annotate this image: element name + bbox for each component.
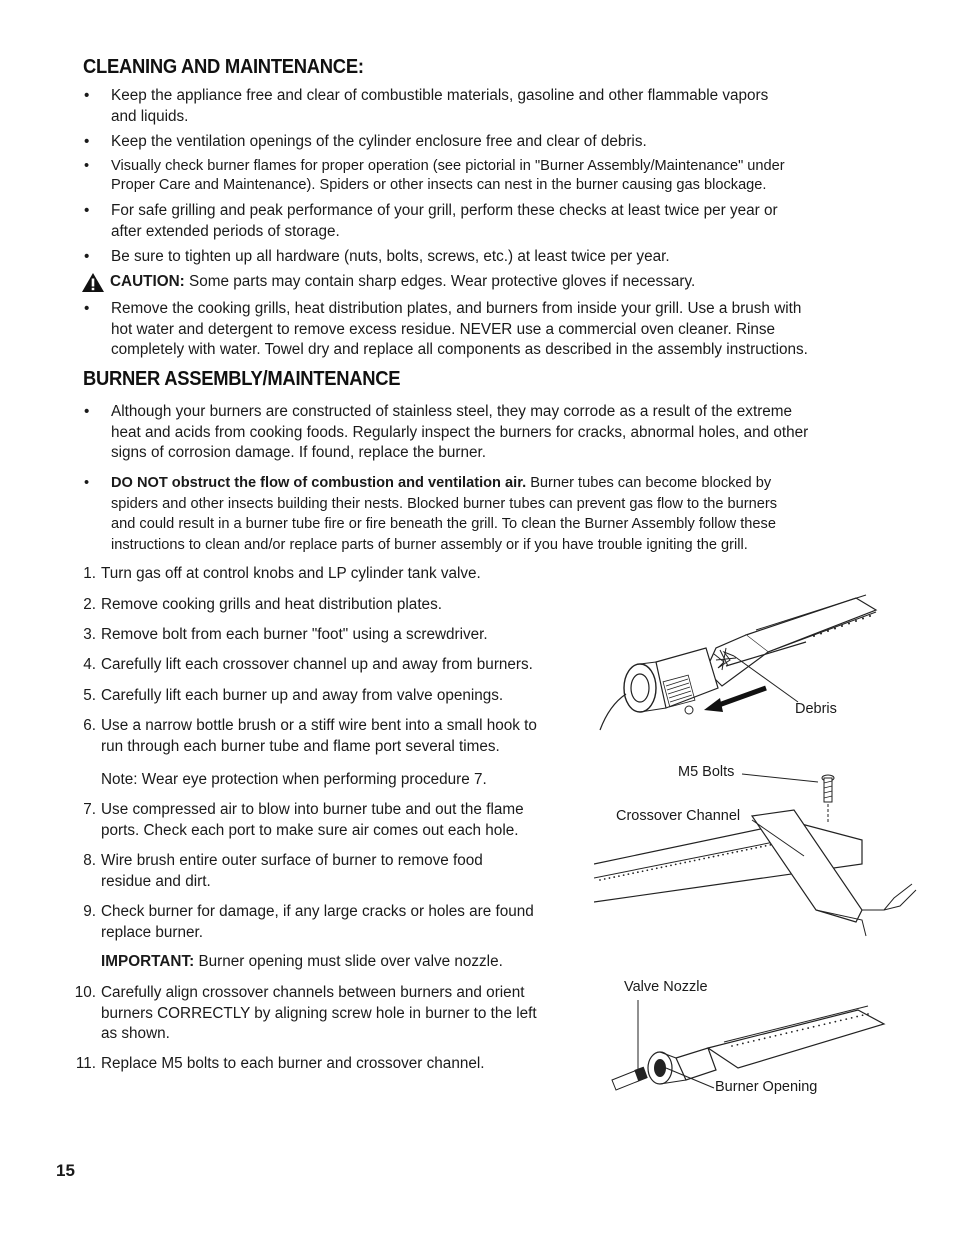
step-text: run through each burner tube and flame port several times. [101,737,500,755]
warning-bold-text: DO NOT obstruct the flow of combustion and ventilation air. [111,475,527,491]
step-number: 7. [83,801,96,818]
flame-port [862,1014,864,1016]
m5-bolts-label: M5 Bolts [678,764,735,780]
flame-port [604,878,606,880]
flame-port [675,863,677,865]
bullet-text: completely with water. Towel dry and replace all components as described in the assembly instructions. [111,341,808,358]
cleaning-heading: CLEANING AND MAINTENANCE: [83,56,364,78]
bullet-symbol: • [84,87,90,104]
step-number: 10. [74,984,96,1001]
bullet-text: For safe grilling and peak performance of your grill, perform these checks at least twice per year or [111,202,778,219]
step-text: Remove cooking grills and heat distribution plates. [101,596,442,613]
bullet-text: heat and acids from cooking foods. Regularly inspect the burners for cracks, abnormal holes, and other [111,423,809,441]
flame-port [851,1017,853,1019]
step-text: Check burner for damage, if any large cracks or holes are found [101,903,534,920]
flame-port [637,871,639,873]
cleaning-bullet-3 [84,157,884,197]
bullet-text: and could result in a burner tube fire or fire beneath the grill. To clean the Burner Assembly follow these [111,516,776,532]
step-6 [74,716,594,758]
flame-port [732,852,734,854]
flame-port [627,873,629,875]
important-text: Burner opening must slide over valve nozzle. [198,953,503,970]
crossover-channel-illustration [594,760,919,940]
flame-port [829,1022,831,1024]
step-text: Carefully lift each burner up and away from valve openings. [101,687,504,704]
flame-port [599,879,601,881]
bullet-text: and liquids. [111,107,189,125]
flame-port [737,1044,739,1046]
flame-port [703,858,705,860]
step-1 [74,564,594,585]
step-number: 9. [83,903,96,920]
step-number: 8. [83,852,96,869]
bullet-text: signs of corrosion damage. If found, replace the burner. [111,444,486,461]
step-9 [74,902,594,944]
step-text: Remove bolt from each burner "foot" using a screwdriver. [101,626,488,643]
step-10 [74,983,594,1046]
flame-port [813,1026,815,1028]
flame-port [694,860,696,862]
flame-port [802,1028,804,1030]
warning-icon [81,272,105,293]
step-3 [74,625,594,646]
step-text: burners CORRECTLY by aligning screw hole in burner to the left [101,1004,537,1022]
flame-port [736,851,738,853]
flame-port [742,1043,744,1045]
step-number: 6. [83,717,96,734]
flame-port [758,1039,760,1041]
step-number: 2. [83,596,96,613]
flame-port [689,861,691,863]
flame-port [665,865,667,867]
burner-bullet-1 [84,402,884,466]
bullet-symbol: • [84,248,90,265]
note-text: Note: Wear eye protection when performing procedure 7. [101,771,487,788]
flame-port [765,845,767,847]
flame-port [764,1037,766,1039]
flame-port [867,1013,869,1015]
flame-port [661,866,663,868]
step-4 [74,655,594,676]
bullet-symbol: • [84,300,90,317]
step-number: 5. [83,687,96,704]
flame-port [727,853,729,855]
step-text: ports. Check each port to make sure air comes out each hole. [101,821,519,839]
bullet-text: Be sure to tighten up all hardware (nuts, bolts, screws, etc.) at least twice per year. [111,248,670,265]
bullet-text: after extended periods of storage. [111,222,340,240]
caution-text: Some parts may contain sharp edges. Wear protective gloves if necessary. [189,273,696,290]
flame-port [807,1027,809,1029]
bullet-text: Keep the ventilation openings of the cylinder enclosure free and clear of debris. [111,133,647,150]
burner-opening-label: Burner Opening [715,1079,818,1095]
burner-debris-illustration [596,590,886,735]
bullet-text: Although your burners are constructed of stainless steel, they may corrode as a result of the extreme [111,403,793,420]
flame-port [670,864,672,866]
bullet-text: Visually check burner flames for proper operation (see pictorial in "Burner Assembly/Maintenance" under [111,158,785,174]
bullet-text: spiders and other insects building their nests. Blocked burner tubes can prevent gas flow to the burners [111,495,778,512]
flame-port [818,1025,820,1027]
bullet-text: Keep the appliance free and clear of combustible materials, gasoline and other flammable vapors [111,87,769,104]
flame-port [840,1020,842,1022]
eye-protection-note [74,770,594,791]
flame-port [632,872,634,874]
step-11 [74,1054,594,1075]
flame-port [717,855,719,857]
flame-port [684,862,686,864]
bullet-symbol: • [84,133,90,150]
step-text: replace burner. [101,923,204,941]
bullet-text: Proper Care and Maintenance). Spiders or other insects can nest in the burner causing gas blockage. [111,176,767,193]
flame-port [755,847,757,849]
bullet-text: Remove the cooking grills, heat distribution plates, and burners from inside your grill. Use a brush with [111,300,802,317]
flame-port [741,850,743,852]
step-text: Replace M5 bolts to each burner and crossover channel. [101,1055,485,1072]
flame-port [609,877,611,879]
step-number: 1. [83,565,96,582]
caution-label: CAUTION: [110,273,185,290]
crossover-channel-label: Crossover Channel [616,808,741,824]
flame-port [623,874,625,876]
cleaning-bullet-1 [84,86,884,128]
important-note [74,952,594,973]
flame-port [796,1030,798,1032]
flame-port [834,1021,836,1023]
page-number: 15 [56,1161,75,1180]
flame-port [753,1040,755,1042]
step-5 [74,686,594,707]
burner-bullet-2 [84,473,884,557]
step-text: Wire brush entire outer surface of burner to remove food [101,852,483,869]
flame-port [618,875,620,877]
step-number: 11. [75,1055,96,1072]
flame-port [845,1018,847,1020]
flame-port [746,849,748,851]
flame-port [780,1034,782,1036]
flame-port [731,1045,733,1047]
step-7 [74,800,594,842]
bullet-text: Burner tubes can become blocked by [530,475,772,491]
cleaning-bullet-5 [84,247,884,268]
bullet-symbol: • [84,158,90,174]
step-text: Turn gas off at control knobs and LP cylinder tank valve. [101,565,481,582]
flame-port [760,846,762,848]
debris-label: Debris [795,701,837,717]
cleaning-bullet-4 [84,201,884,243]
step-text: Use compressed air to blow into burner tube and out the flame [101,801,524,818]
flame-port [656,867,658,869]
step-text: Use a narrow bottle brush or a stiff wire bent into a small hook to [101,717,537,734]
flame-port [856,1016,858,1018]
important-label: IMPORTANT: [101,953,195,970]
step-2 [74,595,594,616]
bullet-text: instructions to clean and/or replace parts of burner assembly or if you have trouble igniting the grill. [111,536,748,553]
cleaning-bullet-2 [84,132,884,153]
burner-heading: BURNER ASSEMBLY/MAINTENANCE [83,368,401,390]
step-text: as shown. [101,1025,170,1042]
flame-port [747,1041,749,1043]
flame-port [680,863,682,865]
flame-port [708,857,710,859]
step-text: residue and dirt. [101,872,211,890]
flame-port [646,869,648,871]
flame-port [824,1023,826,1025]
flame-port [786,1032,788,1034]
flame-port [698,859,700,861]
caution-note [81,272,881,294]
flame-port [651,868,653,870]
flame-port [775,1035,777,1037]
step-text: Carefully align crossover channels between burners and orient [101,984,525,1001]
bullet-symbol: • [84,403,90,420]
step-text: Carefully lift each crossover channel up and away from burners. [101,656,533,673]
flame-port [613,876,615,878]
bullet-text: hot water and detergent to remove excess residue. NEVER use a commercial oven cleaner. Rinse [111,320,776,338]
flame-port [751,848,753,850]
flame-port [713,856,715,858]
step-8 [74,851,594,893]
flame-port [791,1031,793,1033]
flame-port [769,1036,771,1038]
cleaning-bullet-6 [84,299,884,363]
step-number: 3. [83,626,96,643]
bullet-symbol: • [84,202,90,219]
flame-port [642,870,644,872]
valve-nozzle-label: Valve Nozzle [624,979,708,995]
step-number: 4. [83,656,96,673]
flame-port [722,854,724,856]
bullet-symbol: • [84,475,90,491]
